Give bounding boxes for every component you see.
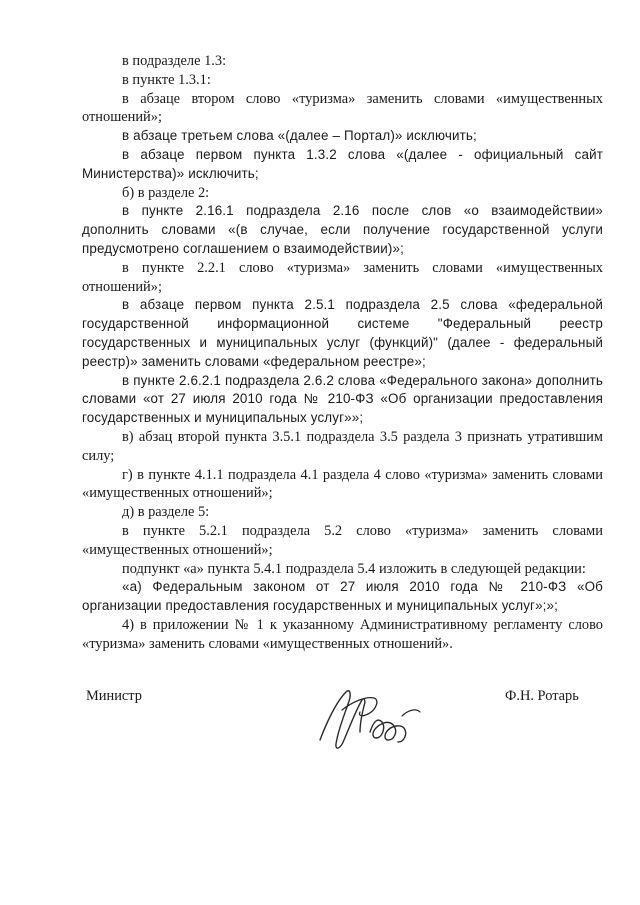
paragraph: в пункте 2.2.1 слово «туризма» заменить словами «имущественных отношений»; xyxy=(82,259,603,295)
handwritten-signature xyxy=(312,680,432,760)
paragraph: б) в разделе 2: xyxy=(122,184,210,201)
paragraph: д) в разделе 5: xyxy=(122,504,210,521)
paragraph: в пункте 2.16.1 подраздела 2.16 после слов «о взаимодействии» дополнить словами «(в случае, если получение государственной услуги предусмотрено соглашением о взаимодействии)»; xyxy=(82,203,603,256)
paragraph: 4) в приложении № 1 к указанному Административному регламенту слово «туризма» заменить словами «имущественных отношений». xyxy=(82,616,603,652)
paragraph: в абзаце третьем слова «(далее – Портал)» исключить; xyxy=(122,128,477,144)
document-body xyxy=(82,52,603,654)
paragraph: подпункт «а» пункта 5.4.1 подраздела 5.4 изложить в следующей редакции: xyxy=(122,560,586,577)
paragraph: в абзаце первом пункта 2.5.1 подраздела 2.5 слова «федеральной государственной информационной системе "Федеральный реестр государственных и муниципальных услуг (функций)" (далее - федеральный реестр)» заменить словами «федеральном реестре»; xyxy=(82,297,603,369)
paragraph: в пункте 1.3.1: xyxy=(122,71,211,88)
paragraph: г) в пункте 4.1.1 подраздела 4.1 раздела 4 слово «туризма» заменить словами «имущественных отношений»; xyxy=(82,466,603,502)
paragraph: в подразделе 1.3: xyxy=(122,53,227,69)
paragraph: в) абзац второй пункта 3.5.1 подраздела 3.5 раздела 3 признать утратившим силу; xyxy=(82,428,603,464)
signatory-name: Ф.Н. Ротарь xyxy=(505,688,579,704)
paragraph: в абзаце втором слово «туризма» заменить словами «имущественных отношений»; xyxy=(82,90,603,126)
paragraph: в пункте 2.6.2.1 подраздела 2.6.2 слова «Федерального закона» дополнить словами «от 27 июля 2010 года № 210-ФЗ «Об организации предоставления государственных и муниципальных услуг»»; xyxy=(82,372,603,426)
paragraph: «а) Федеральным законом от 27 июля 2010 года № 210-ФЗ «Об организации предоставления государственных и муниципальных услуг»;»; xyxy=(82,579,603,614)
signatory-title: Министр xyxy=(86,688,142,704)
paragraph: в абзаце первом пункта 1.3.2 слова «(далее - официальный сайт Министерства)» исключить; xyxy=(82,146,603,181)
paragraph: в пункте 5.2.1 подраздела 5.2 слово «туризма» заменить словами «имущественных отношений»; xyxy=(82,522,603,558)
